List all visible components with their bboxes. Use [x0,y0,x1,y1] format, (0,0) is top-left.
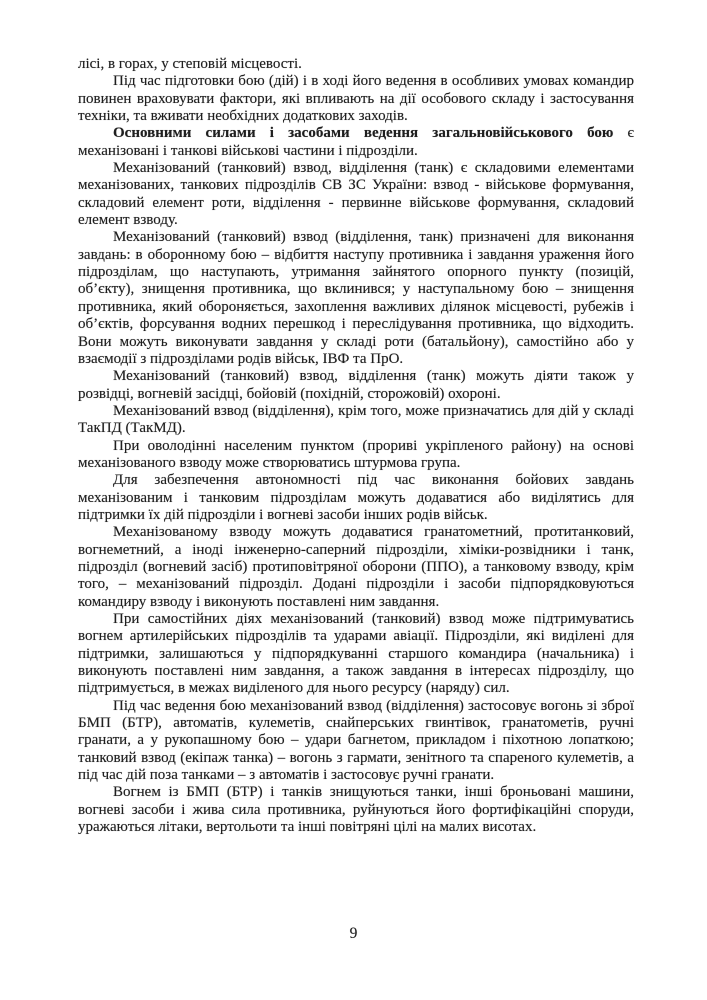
paragraph-text: Механізований (танковий) взвод, відділення (танк) можуть діяти також у розвідці, вогневій засідці, бойовій (похідній, сторожовій) охороні. [78,368,634,402]
paragraph-text: Для забезпечення автономності під час виконання бойових завдань механізованим і танковим підрозділам можуть додаватися або виділятись для підтримки їх дій підрозділи і вогневі засоби інших родів військ. [78,472,634,523]
paragraph [78,160,634,229]
document-text-block [78,56,634,836]
paragraph-text: При оволодінні населеним пунктом (прориві укріпленого району) на основі механізованого взводу може створюватись штурмова група. [78,437,634,471]
paragraph [78,784,634,836]
paragraph-text: лісі, в горах, у степовій місцевості. [78,56,302,72]
paragraph-text: Механізований (танковий) взвод, відділення (танк) є складовими елементами механізованих, танкових підрозділів СВ ЗС України: взвод - військове формування, складовий елемент роти, відділення - первинне військове формування, складовий елемент взводу. [78,160,634,229]
paragraph [78,368,634,403]
paragraph-text: Механізованому взводу можуть додаватися гранатометний, протитанковий, вогнеметний, а іноді інженерно-саперний підрозділи, хіміки-розвідники і танк, підрозділ (вогневий засіб) протиповітряної оборони (ППО), а танковому взводу, крім того, – механізований підрозділ. Додані підрозділи і засоби підпорядковуються командиру взводу і виконують поставлені ним завдання. [78,524,634,610]
paragraph [78,56,634,73]
paragraph [78,611,634,698]
paragraph-text: Механізований (танковий) взвод (відділення, танк) призначені для виконання завдань: в оборонному бою – відбиття наступу противника і завдання ураження його підрозділам, що наступають, утримання зайнятого опорного пункту (позицій, об’єкту), знищення противника, що вклинився; у наступальному бою – знищення противника, який обороняється, захоплення важливих ділянок місцевості, рубежів і об’єктів, форсування водних перешкод і переслідування противника, що відходить. Вони можуть виконувати завдання у складі роти (батальйону), самостійно або у взаємодії з підрозділами родів військ, ІВФ та ПрО. [78,229,634,367]
paragraph [78,472,634,524]
paragraph [78,438,634,473]
paragraph [78,524,634,611]
paragraph-text: Механізований взвод (відділення), крім того, може призначатись для дій у складі ТакПД (ТакМД). [78,402,634,437]
paragraph [78,73,634,125]
paragraph [78,229,634,368]
paragraph-text: Під час підготовки бою (дій) і в ході його ведення в особливих умовах командир повинен враховувати фактори, які впливають на дії особового складу і застосування техніки, та вживати необхідних додаткових заходів. [78,73,634,125]
paragraph-text: є механізовані і танкові військові частини і підрозділи. [78,125,634,159]
page-number: 9 [349,925,358,942]
paragraph [78,403,634,438]
paragraph [78,698,634,785]
paragraph-text: Вогнем із БМП (БТР) і танків знищуються танки, інші броньовані машини, вогневі засоби і жива сила противника, руйнуються його фортифікаційні споруди, уражаються літаки, вертольоти та інші повітряні цілі на малих висотах. [78,784,634,836]
paragraph-text: Під час ведення бою механізований взвод (відділення) застосовує вогонь зі зброї БМП (БТР), автоматів, кулеметів, снайперських гвинтівок, гранатометів, ручні гранати, а у рукопашному бою – удари багнетом, прикладом і піхотною лопаткою; танковий взвод (екіпаж танка) – вогонь з гармати, зенітного та спареного кулеметів, а під час дій поза танками – з автоматів і застосовує ручні гранати. [78,697,634,784]
paragraph [78,125,634,160]
paragraph-text: При самостійних діях механізований (танковий) взвод може підтримуватись вогнем артилерійських підрозділів та ударами авіації. Підрозділи, які виділені для підтримки, залишаються у підпорядкуванні старшого командира (начальника) і виконують поставлені ним завдання, а також завдання в інтересах підрозділу, що підтримується, в межах виділеного для нього ресурсу (наряду) сил. [78,611,634,697]
paragraph-bold-text: Основними силами і засобами ведення загальновійськового бою [113,125,614,142]
